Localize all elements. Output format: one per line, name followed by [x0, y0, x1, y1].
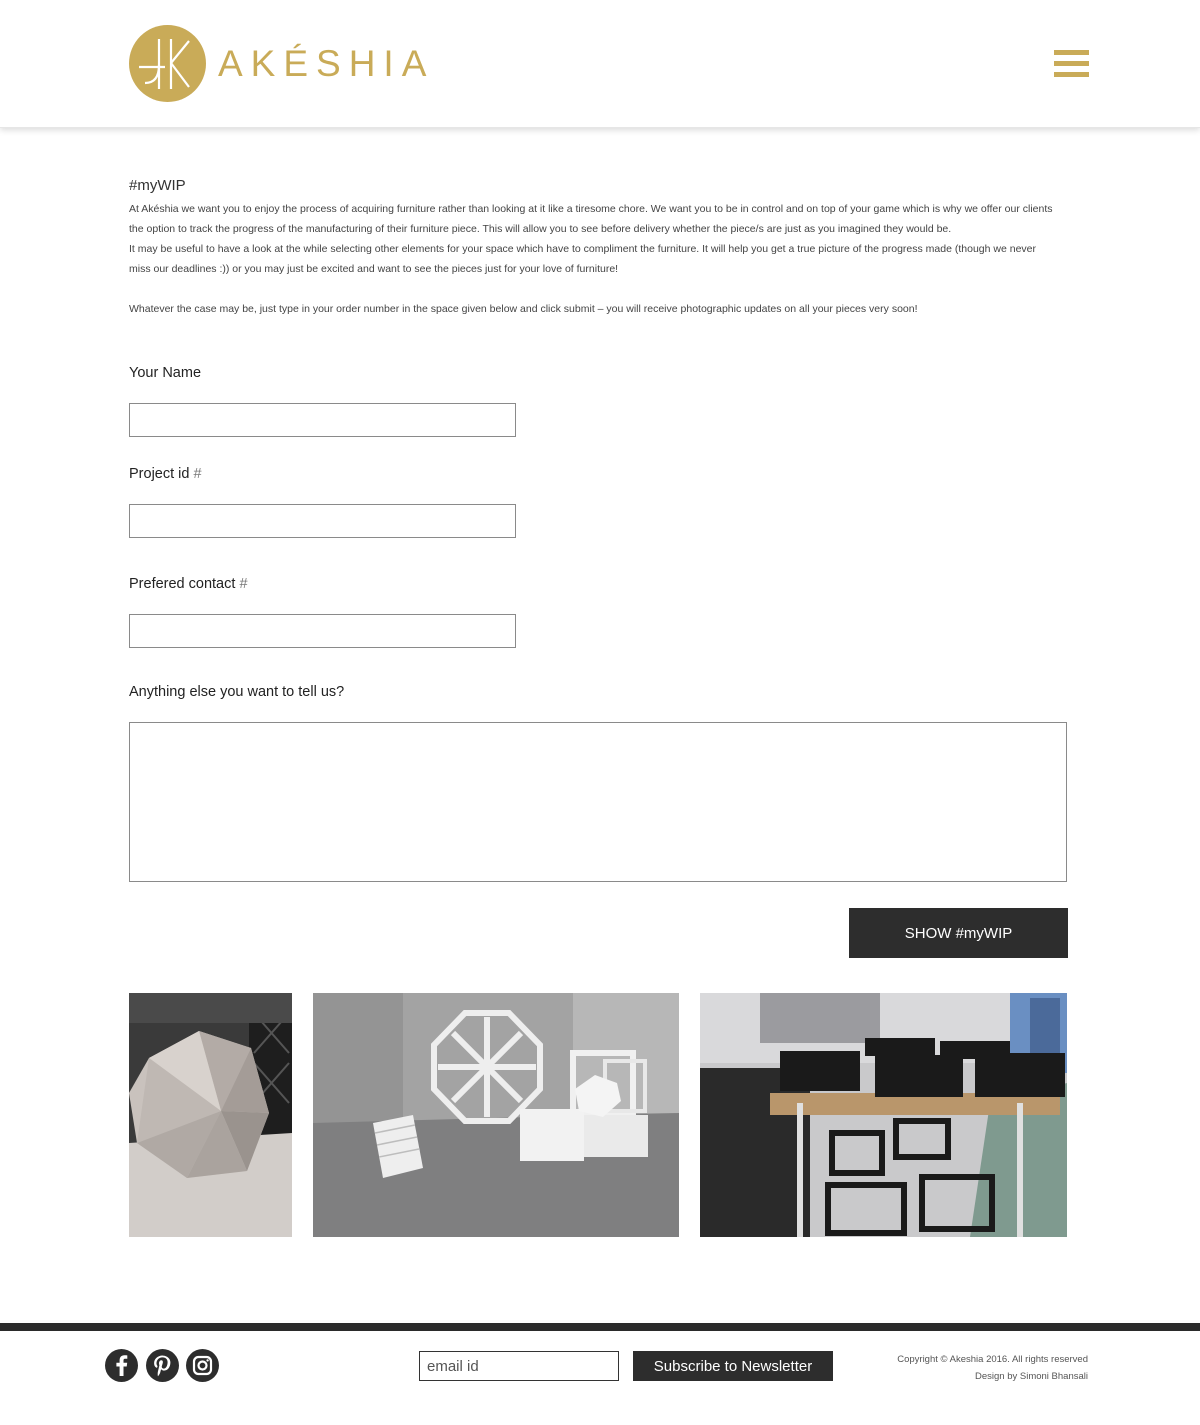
design-credit: Design by Simoni Bhansali: [974, 1371, 1088, 1382]
pinterest-icon[interactable]: [146, 1349, 179, 1382]
instagram-icon[interactable]: [186, 1349, 219, 1382]
brand-name: AKÉSHIA: [218, 42, 435, 84]
project-id-field[interactable]: [129, 504, 516, 538]
project-id-label-text: Project id: [129, 466, 190, 482]
facebook-icon[interactable]: [105, 1349, 138, 1382]
intro-paragraph: At Akéshia we want you to enjoy the process of acquiring furniture rather than looking at it like a tiresome chore. We want you to be in control and on top of your game which is why we offer our clients the option to track the progress of the manufacturing of their furniture piece. This will allow you to see before delivery whether the piece/s are just as you imagined they would be.: [129, 203, 1053, 235]
name-label: Your Name: [129, 365, 202, 381]
project-id-label: [129, 466, 202, 482]
footer-divider: [0, 1323, 1200, 1331]
contact-label-text: Prefered contact: [129, 576, 236, 592]
logo-mark-icon: [129, 25, 206, 102]
email-field[interactable]: [419, 1351, 619, 1381]
contact-label: [129, 576, 248, 592]
message-field[interactable]: [129, 722, 1067, 882]
subscribe-button[interactable]: Subscribe to Newsletter: [633, 1351, 833, 1381]
contact-field[interactable]: [129, 614, 516, 648]
intro-paragraph: Whatever the case may be, just type in your order number in the space given below and click submit – you will receive photographic updates on all your pieces very soon!: [129, 303, 918, 315]
black-drawers-photo: [700, 993, 1067, 1237]
message-label: Anything else you want to tell us?: [129, 684, 345, 700]
menu-icon[interactable]: [1054, 50, 1089, 77]
name-field[interactable]: [129, 403, 516, 437]
hash-symbol: #: [193, 466, 202, 482]
page-title: #myWIP: [129, 177, 186, 194]
geometric-stool-photo: [129, 993, 292, 1237]
workshop-furniture-photo: [313, 993, 679, 1237]
show-mywip-button[interactable]: SHOW #myWIP: [849, 908, 1068, 958]
copyright-block: [897, 1351, 1088, 1385]
brand-logo[interactable]: [129, 25, 434, 102]
intro-text: [129, 199, 1059, 319]
site-header: [0, 0, 1200, 128]
hash-symbol: #: [239, 576, 248, 592]
copyright-text: Copyright © Akeshia 2016. All rights reserved: [897, 1354, 1088, 1365]
intro-paragraph: It may be useful to have a look at the while selecting other elements for your space which have to compliment the furniture. It will help you get a true picture of the progress made (though we never miss our deadlines :)) or you may just be excited and want to see the pieces just for your love of furniture!: [129, 243, 1036, 275]
